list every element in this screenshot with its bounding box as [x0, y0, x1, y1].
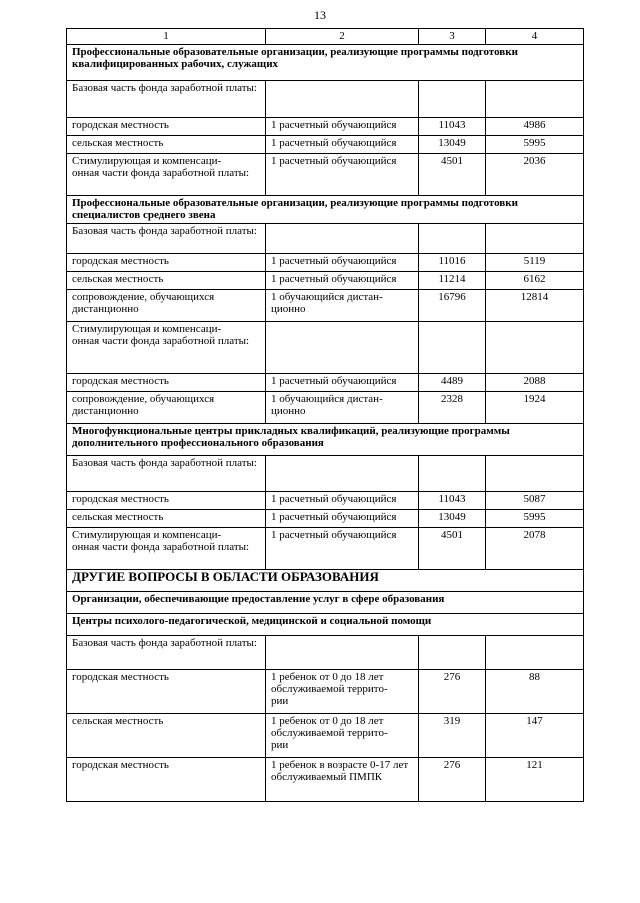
cell-text: 4986 [523, 119, 546, 131]
unit-cell [266, 322, 419, 374]
cell-text: 2328 [441, 393, 463, 405]
indicator-cell [67, 290, 266, 322]
indicator-cell [67, 374, 266, 392]
cell-text: 6162 [523, 273, 546, 285]
cell-text: 1924 [523, 393, 546, 405]
cell-text: сельская местность [72, 137, 164, 149]
cell-text: 88 [529, 671, 540, 683]
value-col3-cell [419, 392, 486, 424]
table-row [67, 272, 584, 290]
value-col3-cell [419, 670, 486, 714]
indicator-cell [67, 510, 266, 528]
value-col3-cell [419, 492, 486, 510]
value-col3-cell [419, 118, 486, 136]
page-number: 13 [314, 8, 326, 22]
section-row [67, 45, 584, 81]
value-col3-cell [419, 456, 486, 492]
table-row [67, 322, 584, 374]
cell-text: 1 расчетный обучающийся [271, 255, 397, 267]
indicator-cell [67, 322, 266, 374]
indicator-cell [67, 154, 266, 196]
table-row [67, 510, 584, 528]
cell-text: 5087 [523, 493, 546, 505]
value-col3-cell [419, 714, 486, 758]
cell-text: Базовая часть фонда заработной платы: [72, 457, 257, 469]
cell-text: 276 [443, 671, 461, 683]
value-col4-cell [486, 154, 584, 196]
indicator-cell [67, 81, 266, 118]
cell-text: 12814 [520, 291, 549, 303]
cell-text: городская местность [72, 493, 169, 505]
indicator-cell [67, 118, 266, 136]
unit-cell [266, 758, 419, 802]
cell-text: городская местность [72, 671, 169, 683]
value-col4-cell [486, 224, 584, 254]
indicator-cell [67, 136, 266, 154]
cell-text: городская местность [72, 255, 169, 267]
table-row [67, 374, 584, 392]
cell-text: 1 расчетный обучающийся [271, 375, 397, 387]
indicator-cell [67, 492, 266, 510]
value-col4-cell [486, 392, 584, 424]
section-row [67, 196, 584, 224]
value-col4-cell [486, 118, 584, 136]
table-header-row [67, 29, 584, 45]
cell-text: 2036 [523, 155, 546, 167]
header-cell: 1 [67, 29, 266, 45]
table-row [67, 254, 584, 272]
value-col3-cell [419, 224, 486, 254]
value-col4-cell [486, 492, 584, 510]
cell-text: 4501 [441, 155, 463, 167]
value-col4-cell [486, 510, 584, 528]
table-row [67, 392, 584, 424]
indicator-cell [67, 224, 266, 254]
table-row [67, 154, 584, 196]
section-title: Организации, обеспечивающие предоставление услуг в сфере образования [67, 592, 584, 614]
header-cell: 2 [266, 29, 419, 45]
unit-cell [266, 714, 419, 758]
cell-text: 5119 [523, 255, 546, 267]
value-col3-cell [419, 290, 486, 322]
unit-cell [266, 290, 419, 322]
section-row [67, 592, 584, 614]
indicator-cell [67, 528, 266, 570]
cell-text: 11043 [438, 493, 466, 505]
value-col4-cell [486, 272, 584, 290]
header-cell: 3 [419, 29, 486, 45]
table-row [67, 456, 584, 492]
table-row [67, 758, 584, 802]
value-col4-cell [486, 758, 584, 802]
table-row [67, 118, 584, 136]
value-col4-cell [486, 636, 584, 670]
value-col3-cell [419, 81, 486, 118]
table-row [67, 636, 584, 670]
value-col3-cell [419, 510, 486, 528]
section-row [67, 424, 584, 456]
cell-text: 5995 [523, 137, 546, 149]
value-col4-cell [486, 670, 584, 714]
value-col3-cell [419, 758, 486, 802]
value-col3-cell [419, 272, 486, 290]
cell-text: сельская местность [72, 715, 164, 727]
cell-text: 1 расчетный обучающийся [271, 137, 397, 149]
table-row [67, 290, 584, 322]
cell-text: 11043 [438, 119, 466, 131]
value-col4-cell [486, 322, 584, 374]
section-title: Многофункциональные центры прикладных квалификаций, реализующие программы дополнительного профессионального образования [67, 424, 584, 456]
unit-cell [266, 374, 419, 392]
section-row [67, 614, 584, 636]
cell-text: городская местность [72, 759, 169, 771]
cell-text: 1 расчетный обучающийся [271, 155, 397, 167]
cell-text: 1 ребенок от 0 до 18 лет обслуживаемой террито- рии [271, 715, 388, 751]
cell-text: 1 расчетный обучающийся [271, 493, 397, 505]
cell-text: Базовая часть фонда заработной платы: [72, 82, 257, 94]
table-row [67, 528, 584, 570]
table-row [67, 492, 584, 510]
value-col3-cell [419, 254, 486, 272]
cell-text: 13049 [438, 137, 466, 149]
cell-text: сопровождение, обучающихся дистанционно [72, 393, 215, 417]
unit-cell [266, 118, 419, 136]
value-col4-cell [486, 456, 584, 492]
value-col3-cell [419, 374, 486, 392]
value-col4-cell [486, 136, 584, 154]
table-row [67, 224, 584, 254]
cell-text: сельская местность [72, 511, 164, 523]
indicator-cell [67, 392, 266, 424]
indicator-cell [67, 758, 266, 802]
unit-cell [266, 510, 419, 528]
header-cell: 4 [486, 29, 584, 45]
value-col3-cell [419, 636, 486, 670]
cell-text: 1 расчетный обучающийся [271, 529, 397, 541]
value-col3-cell [419, 154, 486, 196]
cell-text: 2088 [523, 375, 546, 387]
unit-cell [266, 81, 419, 118]
value-col4-cell [486, 254, 584, 272]
cell-text: 2078 [523, 529, 546, 541]
cell-text: 4489 [441, 375, 463, 387]
unit-cell [266, 636, 419, 670]
section-title: Профессиональные образовательные организации, реализующие программы подготовки квалифицированных рабочих, служащих [67, 45, 584, 81]
cell-text: сельская местность [72, 273, 164, 285]
unit-cell [266, 670, 419, 714]
table-row [67, 714, 584, 758]
cell-text: 5995 [523, 511, 546, 523]
section-title: ДРУГИЕ ВОПРОСЫ В ОБЛАСТИ ОБРАЗОВАНИЯ [67, 570, 584, 592]
section-title: Центры психолого-педагогической, медицинской и социальной помощи [67, 614, 584, 636]
unit-cell [266, 154, 419, 196]
value-col3-cell [419, 528, 486, 570]
cell-text: Стимулирующая и компенсаци- онная части фонда заработной платы: [72, 529, 250, 553]
unit-cell [266, 272, 419, 290]
section-title: Профессиональные образовательные организации, реализующие программы подготовки специалистов среднего звена [67, 196, 584, 224]
cell-text: 1 обучающийся дистан- ционно [271, 393, 383, 417]
cell-text: 1 ребенок от 0 до 18 лет обслуживаемой террито- рии [271, 671, 388, 707]
value-col3-cell [419, 136, 486, 154]
unit-cell [266, 492, 419, 510]
cell-text: 1 обучающийся дистан- ционно [271, 291, 383, 315]
cell-text: 4501 [441, 529, 463, 541]
cell-text: 1 расчетный обучающийся [271, 273, 397, 285]
indicator-cell [67, 272, 266, 290]
value-col4-cell [486, 374, 584, 392]
cell-text: 1 расчетный обучающийся [271, 119, 397, 131]
cell-text: сопровождение, обучающихся дистанционно [72, 291, 215, 315]
norms-table [66, 28, 584, 802]
indicator-cell [67, 670, 266, 714]
indicator-cell [67, 254, 266, 272]
cell-text: 1 ребенок в возрасте 0-17 лет обслуживаемый ПМПК [271, 759, 409, 783]
indicator-cell [67, 714, 266, 758]
value-col4-cell [486, 290, 584, 322]
unit-cell [266, 392, 419, 424]
cell-text: Базовая часть фонда заработной платы: [72, 225, 257, 237]
value-col3-cell [419, 322, 486, 374]
unit-cell [266, 528, 419, 570]
table-row [67, 136, 584, 154]
cell-text: 319 [443, 715, 461, 727]
table-row [67, 670, 584, 714]
value-col4-cell [486, 528, 584, 570]
unit-cell [266, 456, 419, 492]
value-col4-cell [486, 81, 584, 118]
indicator-cell [67, 636, 266, 670]
section-row [67, 570, 584, 592]
unit-cell [266, 254, 419, 272]
unit-cell [266, 224, 419, 254]
indicator-cell [67, 456, 266, 492]
cell-text: Стимулирующая и компенсаци- онная части фонда заработной платы: [72, 323, 250, 347]
cell-text: 13049 [438, 511, 466, 523]
cell-text: 121 [526, 759, 543, 771]
cell-text: 16796 [438, 291, 466, 303]
cell-text: 147 [526, 715, 543, 727]
table-row [67, 81, 584, 118]
cell-text: 11016 [438, 255, 466, 267]
value-col4-cell [486, 714, 584, 758]
unit-cell [266, 136, 419, 154]
cell-text: городская местность [72, 375, 169, 387]
cell-text: Базовая часть фонда заработной платы: [72, 637, 257, 649]
cell-text: городская местность [72, 119, 169, 131]
cell-text: 1 расчетный обучающийся [271, 511, 397, 523]
cell-text: 11214 [438, 273, 466, 285]
cell-text: Стимулирующая и компенсаци- онная части фонда заработной платы: [72, 155, 250, 179]
cell-text: 276 [443, 759, 461, 771]
